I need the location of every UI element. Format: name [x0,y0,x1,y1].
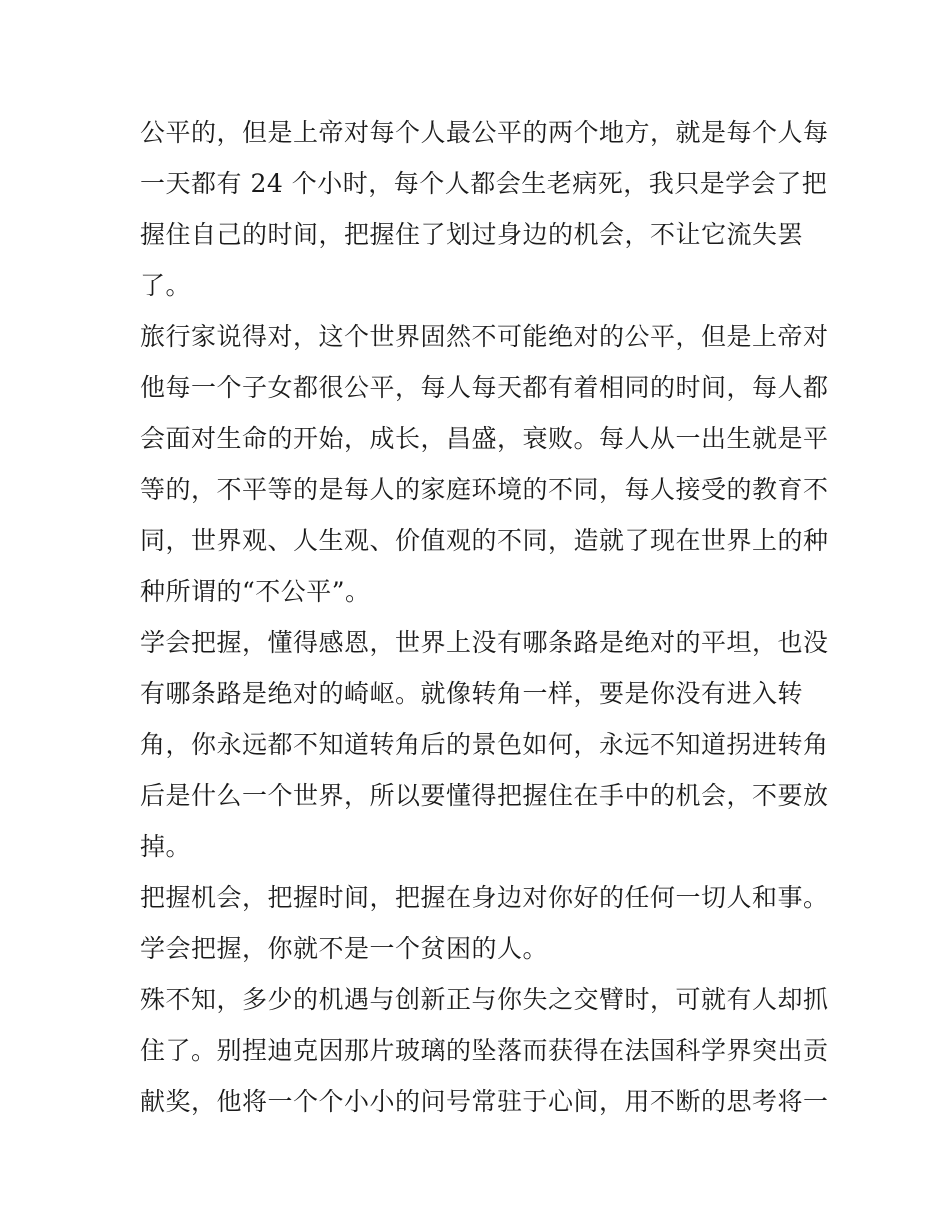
text-line: 后是什么一个世界，所以要懂得把握住在手中的机会，不要放 [140,781,829,810]
text-line: 学会把握，懂得感恩，世界上没有哪条路是绝对的平坦，也没 [140,628,829,657]
text-line: 殊不知，多少的机遇与创新正与你失之交臂时，可就有人却抓 [140,985,829,1014]
document-body [140,107,829,1127]
text-line: 住了。别捏迪克因那片玻璃的坠落而获得在法国科学界突出贡 [140,1036,829,1065]
text-line: 把握机会，把握时间，把握在身边对你好的任何一切人和事。 [140,883,829,912]
text-line: 旅行家说得对，这个世界固然不可能绝对的公平，但是上帝对 [140,322,829,351]
text-line: 他每一个子女都很公平，每人每天都有着相同的时间，每人都 [140,373,829,402]
text-line: 等的，不平等的是每人的家庭环境的不同，每人接受的教育不 [140,475,829,504]
text-line: 种所谓的“不公平”。 [140,577,371,606]
text-line: 同，世界观、人生观、价值观的不同，造就了现在世界上的种 [140,526,829,555]
text-line: 一天都有 24 个小时，每个人都会生老病死，我只是学会了把 [140,169,828,198]
text-line: 会面对生命的开始，成长，昌盛，衰败。每人从一出生就是平 [140,424,829,453]
text-line: 了。 [140,271,192,300]
text-line: 掉。 [140,832,192,861]
text-line: 学会把握，你就不是一个贫困的人。 [140,934,549,963]
text-line: 握住自己的时间，把握住了划过身边的机会，不让它流失罢 [140,220,804,249]
text-line: 公平的，但是上帝对每个人最公平的两个地方，就是每个人每 [140,118,829,147]
text-line: 献奖，他将一个个小小的问号常驻于心间，用不断的思考将一 [140,1087,829,1116]
text-line: 有哪条路是绝对的崎岖。就像转角一样，要是你没有进入转 [140,679,804,708]
text-line: 角，你永远都不知道转角后的景色如何，永远不知道拐进转角 [140,730,829,759]
